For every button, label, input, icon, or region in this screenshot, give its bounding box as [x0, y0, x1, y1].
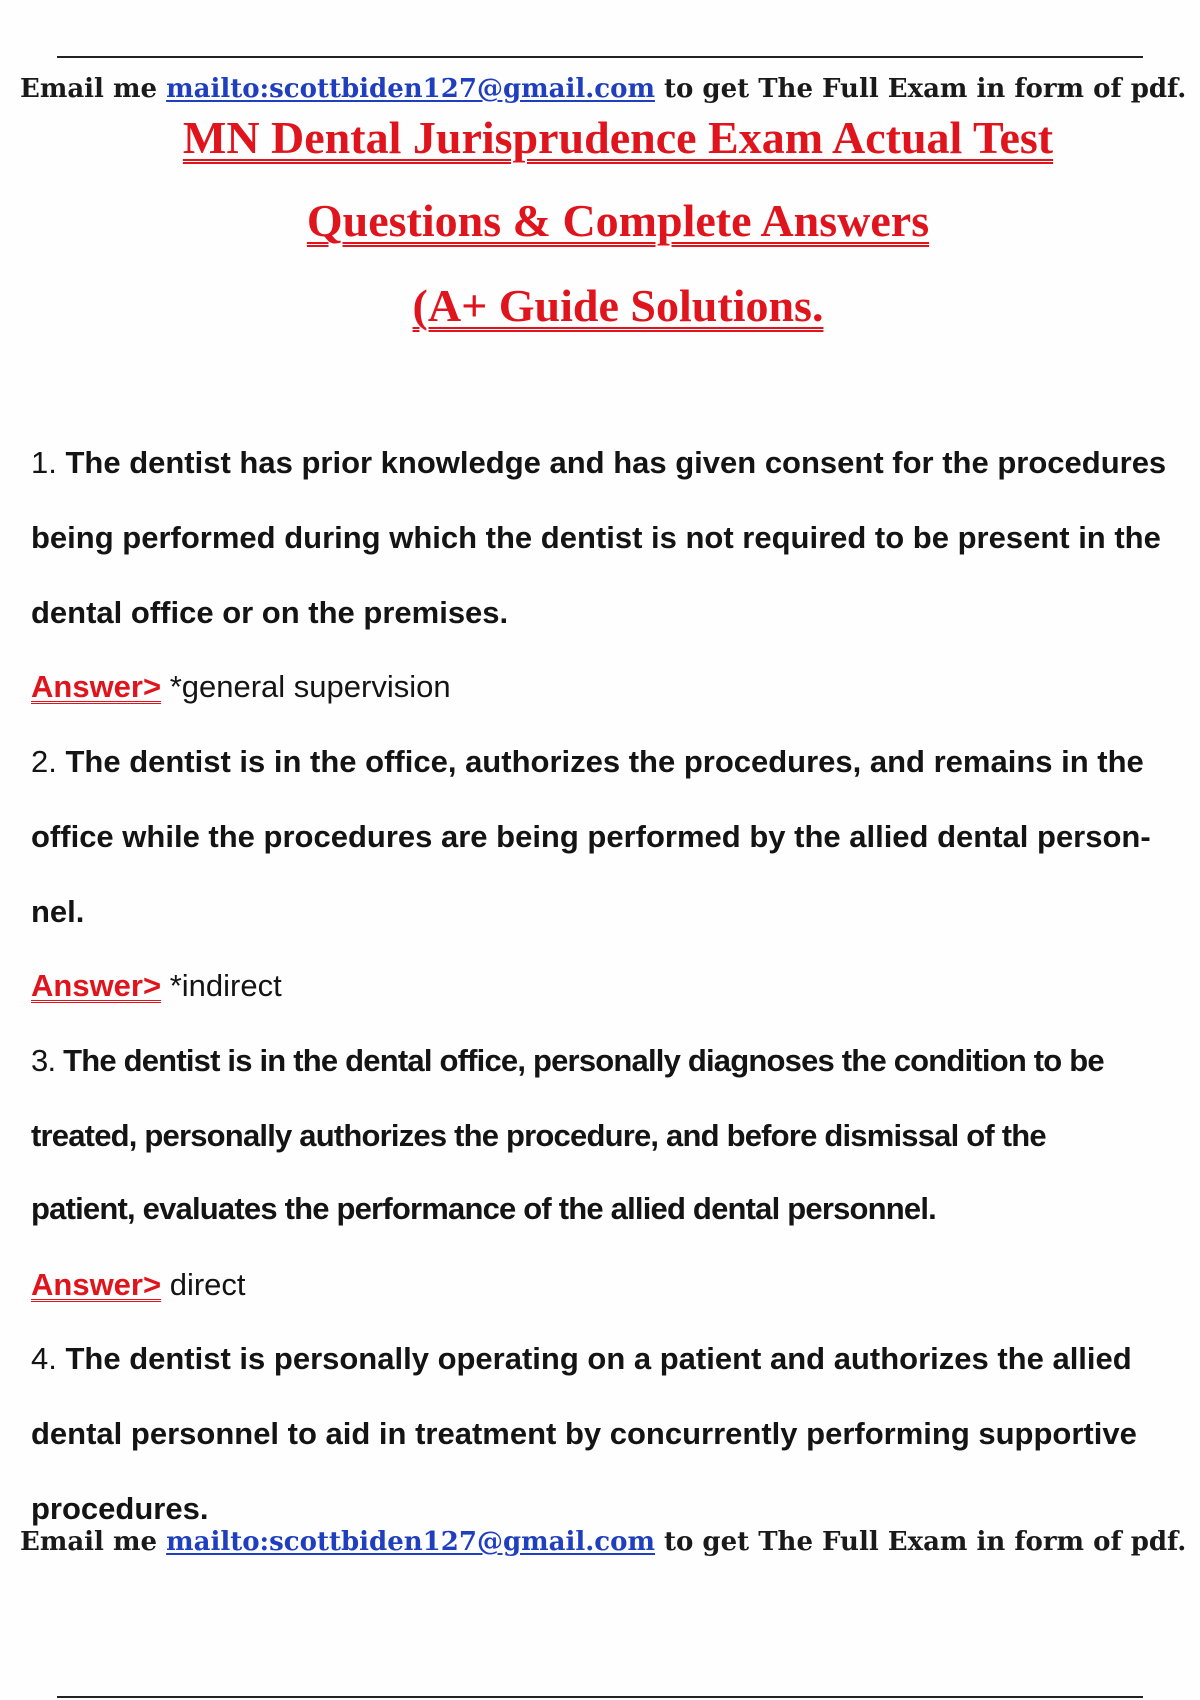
answer-value: *general supervision — [161, 669, 451, 704]
question-4-line-3: procedures. — [31, 1491, 209, 1526]
header-rule — [57, 56, 1143, 58]
question-3-line-3: patient, evaluates the performance of the allied dental personnel. — [31, 1191, 936, 1226]
email-link[interactable]: mailto:scottbiden127@gmail.com — [166, 1527, 655, 1557]
question-3-line-2: treated, personally authorizes the procedure, and before dismissal of the — [31, 1118, 1046, 1153]
email-link[interactable]: mailto:scottbiden127@gmail.com — [166, 74, 655, 104]
question-number: 4. — [31, 1341, 57, 1376]
header-promo — [20, 76, 1186, 102]
title-line-1: MN Dental Jurisprudence Exam Actual Test — [182, 112, 1054, 163]
promo-suffix: to get The Full Exam in form of pdf. — [654, 74, 1187, 104]
answer-value: direct — [161, 1267, 246, 1302]
question-number: 2. — [31, 744, 57, 779]
question-number: 3. — [31, 1043, 56, 1078]
answer-1 — [31, 671, 451, 702]
promo-prefix: Email me — [20, 1527, 167, 1557]
footer-promo — [20, 1529, 1186, 1555]
question-number: 1. — [31, 445, 57, 480]
answer-value: *indirect — [161, 968, 282, 1003]
question-1-line-2: being performed during which the dentist is not required to be present in the — [31, 520, 1161, 555]
question-4-line-2: dental personnel to aid in treatment by concurrently performing supportive — [31, 1416, 1137, 1451]
answer-label: Answer> — [31, 1267, 162, 1302]
footer-rule — [57, 1696, 1143, 1698]
question-1-line-3: dental office or on the premises. — [31, 595, 509, 630]
promo-prefix: Email me — [20, 74, 167, 104]
title-line-2: Questions & Complete Answers — [306, 195, 930, 246]
promo-suffix: to get The Full Exam in form of pdf. — [654, 1527, 1187, 1557]
question-2-line-2: office while the procedures are being performed by the allied dental person- — [31, 819, 1151, 854]
question-1-line-1: 1. The dentist has prior knowledge and has given consent for the procedures — [31, 445, 1167, 480]
answer-label: Answer> — [31, 968, 162, 1003]
question-4-line-1: 4. The dentist is personally operating on a patient and authorizes the allied — [31, 1341, 1132, 1376]
answer-2 — [31, 970, 282, 1001]
answer-3 — [31, 1269, 246, 1300]
answer-label: Answer> — [31, 669, 162, 704]
question-2-line-1: 2. The dentist is in the office, authorizes the procedures, and remains in the — [31, 744, 1144, 779]
title-line-3: (A+ Guide Solutions. — [412, 280, 824, 331]
question-3-line-1: 3. The dentist is in the dental office, personally diagnoses the condition to be — [31, 1043, 1104, 1078]
question-2-line-3: nel. — [31, 894, 85, 929]
